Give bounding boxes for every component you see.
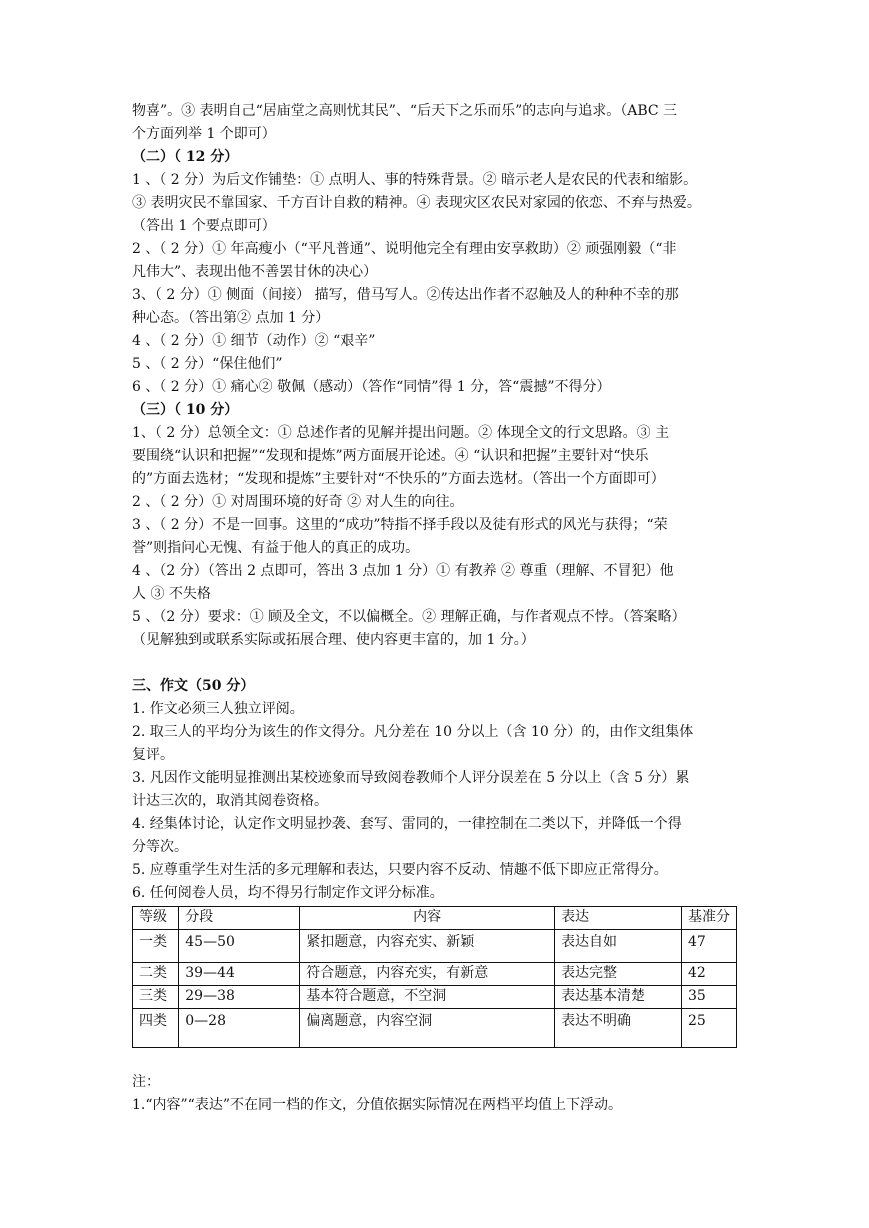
- table-cell: 基本符合题意，不空洞: [300, 986, 555, 1009]
- table-cell: 一类: [133, 930, 179, 963]
- text-line: 物喜”。③ 表明自己“居庙堂之高则忧其民”、“后天下之乐而乐”的志向与追求。（ABC 三: [132, 103, 678, 119]
- text-line: 3. 凡因作文能明显推测出某校迹象而导致阅卷教师个人评分误差在 5 分以上（含 5 分）累: [132, 770, 690, 786]
- table-cell: 三类: [133, 986, 179, 1009]
- table-cell: 39—44: [179, 963, 300, 986]
- header-cell-expression: 表达: [555, 907, 682, 930]
- table-row: [133, 963, 737, 986]
- table-cell: 47: [682, 930, 737, 963]
- essay-heading: 三、作文（50 分）: [132, 678, 255, 694]
- text-line: 4 、（2 分）（答出 2 点即可，答出 3 点加 1 分）① 有教养 ② 尊重（理解、不冒犯）他: [132, 563, 674, 579]
- text-line: 人 ③ 不失格: [132, 586, 211, 602]
- section2-heading: （二）（ 12 分）: [132, 149, 239, 165]
- table-cell: 四类: [133, 1009, 179, 1048]
- text-line: 4 、（ 2 分）① 细节（动作）② “艰辛”: [132, 333, 376, 349]
- text-line: ③ 表明灾民不靠国家、千方百计自救的精神。④ 表现灾区农民对家园的依恋、不弃与热爱。: [132, 195, 701, 211]
- text-line: 5 、（ 2 分）“保住他们”: [132, 356, 283, 372]
- text-line: 2 、（ 2 分）① 对周围环境的好奇 ② 对人生的向往。: [132, 494, 464, 510]
- text-line: 种心态。（答出第② 点加 1 分）: [132, 310, 330, 326]
- table-cell: 紧扣题意，内容充实、新颖: [300, 930, 555, 963]
- table-cell: 符合题意，内容充实，有新意: [300, 963, 555, 986]
- spacer: [132, 652, 738, 675]
- table-cell: 29—38: [179, 986, 300, 1009]
- section2-answers: [132, 169, 738, 399]
- note-line: 1.“内容”“表达”不在同一档的作文，分值依据实际情况在两档平均值上下浮动。: [132, 1097, 622, 1113]
- table-row: [133, 986, 737, 1009]
- text-line: 3 、（ 2 分）不是一回事。这里的“成功”特指不择手段以及徒有形式的风光与获得；“荣: [132, 517, 668, 533]
- table-cell: 二类: [133, 963, 179, 986]
- text-line: 誉”则指问心无愧、有益于他人的真正的成功。: [132, 540, 420, 556]
- text-line: 1 、（ 2 分）为后文作铺垫：① 点明人、事的特殊背景。② 暗示老人是农民的代表和缩影。: [132, 172, 698, 188]
- spacer: [132, 1048, 738, 1071]
- table-cell: 表达完整: [555, 963, 682, 986]
- text-line: 6 、（ 2 分）① 痛心② 敬佩（感动）（答作“同情”得 1 分，答“震撼”不得分）: [132, 379, 611, 395]
- text-line: 5 、（2 分）要求：① 顾及全文，不以偏概全。② 理解正确，与作者观点不悖。（答案略）: [132, 609, 686, 625]
- text-line: 个方面列举 1 个即可）: [132, 126, 276, 142]
- text-line: 复评。: [132, 747, 174, 763]
- table-header-row: [133, 907, 737, 930]
- text-line: 6. 任何阅卷人员，均不得另行制定作文评分标准。: [132, 885, 444, 901]
- header-cell-grade: 等级: [133, 907, 179, 930]
- section3-answers: [132, 422, 738, 652]
- table-cell: 表达不明确: [555, 1009, 682, 1048]
- text-line: 2. 取三人的平均分为该生的作文得分。凡分差在 10 分以上（含 10 分）的，由作文组集体: [132, 724, 694, 740]
- text-line: （答出 1 个要点即可）: [132, 218, 276, 234]
- text-line: 5. 应尊重学生对生活的多元理解和表达，只要内容不反动、情趣不低下即应正常得分。: [132, 862, 668, 878]
- text-line: 凡伟大”、表现出他不善罢甘休的决心）: [132, 264, 378, 280]
- text-line: 4. 经集体讨论，认定作文明显抄袭、套写、雷同的，一律控制在二类以下，并降低一个得: [132, 816, 682, 832]
- table-cell: 25: [682, 1009, 737, 1048]
- section3-heading: （三）（ 10 分）: [132, 402, 239, 418]
- table-cell: 35: [682, 986, 737, 1009]
- table-cell: 42: [682, 963, 737, 986]
- table-cell: 0—28: [179, 1009, 300, 1048]
- note-label: 注：: [132, 1074, 160, 1090]
- header-cell-base-score: 基准分: [682, 907, 737, 930]
- table-row: [133, 930, 737, 963]
- essay-grade-table: [132, 906, 737, 1048]
- text-line: （见解独到或联系实际或拓展合理、使内容更丰富的，加 1 分。）: [132, 632, 535, 648]
- text-line: 3、（ 2 分）① 侧面（间接） 描写，借马写人。②传达出作者不忍触及人的种种不幸的那: [132, 287, 679, 303]
- answer-key-page: [132, 100, 738, 1117]
- text-line: 1. 作文必须三人独立评阅。: [132, 701, 304, 717]
- text-line: 1、（ 2 分）总领全文：① 总述作者的见解并提出问题。② 体现全文的行文思路。③ 主: [132, 425, 670, 441]
- header-cell-range: 分段: [179, 907, 300, 930]
- essay-rules: [132, 698, 738, 905]
- text-line: 的”方面去选材；“发现和提炼”主要针对“不快乐的”方面去选材。（答出一个方面即可）: [132, 471, 665, 487]
- text-line: 要围绕“认识和把握”“发现和提炼”两方面展开论述。④ “认识和把握”主要针对“快乐: [132, 448, 649, 464]
- table-row: [133, 1009, 737, 1048]
- table-cell: 偏离题意，内容空洞: [300, 1009, 555, 1048]
- table-cell: 45—50: [179, 930, 300, 963]
- header-cell-content: 内容: [300, 907, 555, 930]
- table-cell: 表达自如: [555, 930, 682, 963]
- text-line: 2 、（ 2 分）① 年高瘦小（“平凡普通”、说明他完全有理由安享救助）② 顽强刚毅（“非: [132, 241, 677, 257]
- text-line: 分等次。: [132, 839, 188, 855]
- text-line: 计达三次的，取消其阅卷资格。: [132, 793, 328, 809]
- section1-continuation: [132, 100, 738, 146]
- table-cell: 表达基本清楚: [555, 986, 682, 1009]
